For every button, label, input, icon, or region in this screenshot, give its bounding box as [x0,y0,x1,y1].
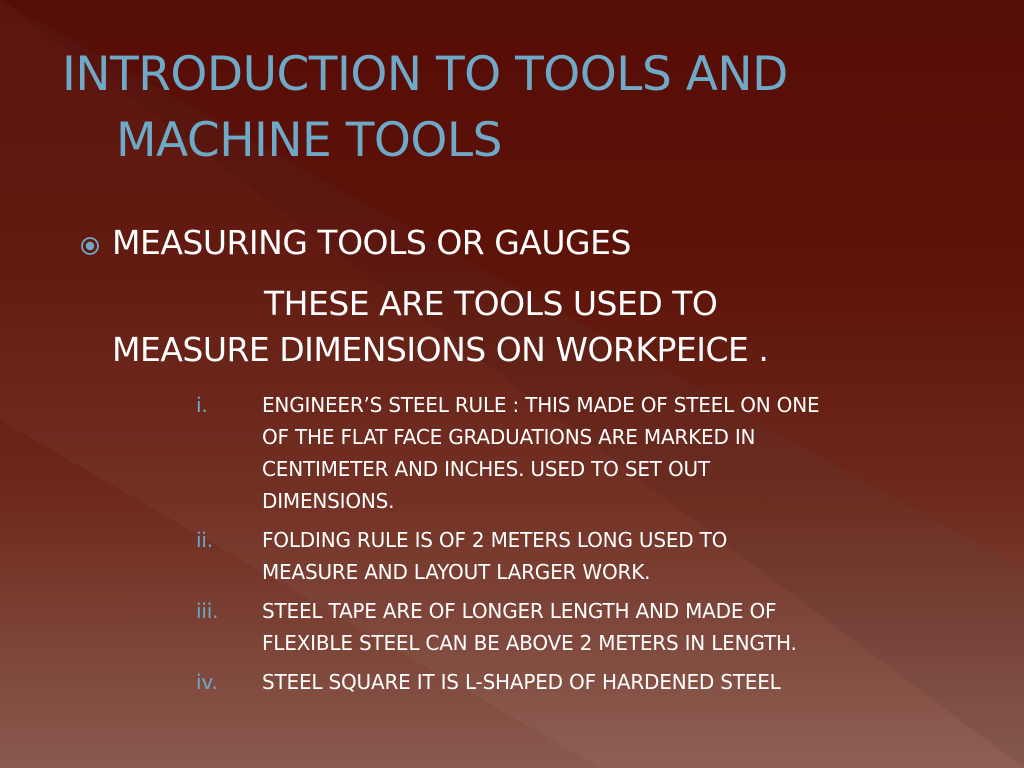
list-item-line: MEASURE AND LAYOUT LARGER WORK. [262,560,651,584]
list-item-text [262,524,960,588]
list-item-line: STEEL TAPE ARE OF LONGER LENGTH AND MADE OF [262,599,777,623]
slide-title [62,42,982,174]
title-line-2: MACHINE TOOLS [116,113,502,168]
main-bullet-text: MEASURING TOOLS OR GAUGES [112,223,631,262]
list-item-line: CENTIMETER AND INCHES. USED TO SET OUT [262,457,710,481]
list-marker: i. [196,393,208,417]
list-marker: iii. [196,599,219,623]
circled-dot-icon [80,236,100,256]
list-item-text [262,666,960,698]
description-line-2: MEASURE DIMENSIONS ON WORKPEICE . [112,330,769,369]
tools-list [180,389,960,705]
list-item-text [262,595,960,659]
list-item-text [262,389,960,517]
description-line-1: THESE ARE TOOLS USED TO [264,284,718,323]
title-line-1: INTRODUCTION TO TOOLS AND [62,47,788,102]
list-item-line: STEEL SQUARE IT IS L-SHAPED OF HARDENED STEEL [262,670,781,694]
main-bullet [80,218,980,268]
bullet-description [112,281,972,373]
list-item-line: ENGINEER’S STEEL RULE : THIS MADE OF STEEL ON ONE [262,393,820,417]
list-item [180,595,960,659]
list-item-line: DIMENSIONS. [262,489,395,513]
list-item [180,666,960,698]
list-item-line: FLEXIBLE STEEL CAN BE ABOVE 2 METERS IN LENGTH. [262,631,797,655]
list-marker: iv. [196,670,218,694]
list-item-line: FOLDING RULE IS OF 2 METERS LONG USED TO [262,528,728,552]
list-item [180,524,960,588]
list-marker: ii. [196,528,213,552]
list-item-line: OF THE FLAT FACE GRADUATIONS ARE MARKED IN [262,425,756,449]
content-block [80,218,980,369]
list-item [180,389,960,517]
